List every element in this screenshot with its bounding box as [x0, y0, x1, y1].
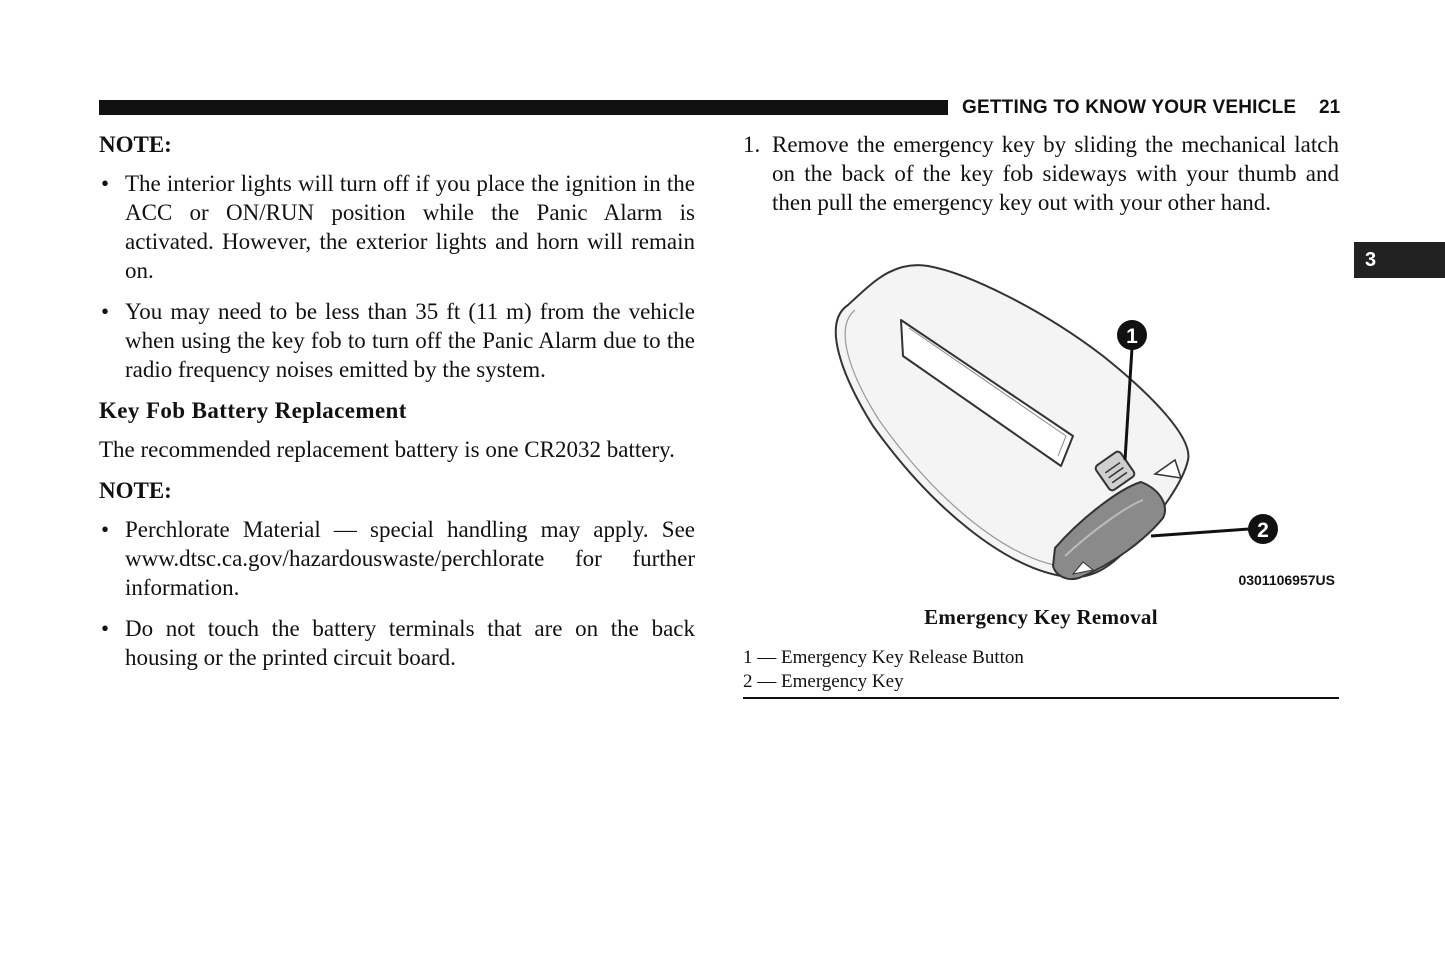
bullet-icon: •	[101, 299, 110, 324]
figure-caption: Emergency Key Removal	[924, 605, 1158, 629]
running-header-title: GETTING TO KNOW YOUR VEHICLE	[962, 97, 1297, 118]
steps-list	[743, 130, 1339, 217]
callout-2-label: 2	[1257, 519, 1269, 542]
legend-item: 2 — Emergency Key	[743, 671, 904, 692]
list-item-text: The interior lights will turn off if you place the ignition in the ACC or ON/RUN position while the Panic Alarm is activated. However, the exterior lights and horn will remain on.	[125, 171, 695, 283]
bullet-icon: •	[101, 616, 110, 641]
callout-1-label: 1	[1126, 325, 1138, 348]
list-item	[99, 297, 695, 384]
step-text: Remove the emergency key by sliding the mechanical latch on the back of the key fob sideways with your thumb and then pull the emergency key out with your other hand.	[772, 132, 1339, 215]
bullet-icon: •	[101, 517, 110, 542]
note-label: NOTE:	[99, 478, 172, 503]
list-item	[99, 515, 695, 602]
section-heading: Key Fob Battery Replacement	[99, 398, 407, 423]
note-bullet-list	[99, 169, 695, 384]
note-label: NOTE:	[99, 132, 172, 157]
header-rule	[99, 100, 948, 115]
legend-rule	[743, 697, 1339, 699]
figure-image-code: 0301106957US	[1238, 572, 1335, 588]
note-bullet-list	[99, 515, 695, 672]
list-item-text: Perchlorate Material — special handling may apply. See www.dtsc.ca.gov/hazardouswaste/perchlorate for further information.	[125, 517, 695, 600]
chapter-tab: 3	[1354, 242, 1445, 278]
list-item	[99, 169, 695, 285]
key-fob-illustration	[743, 248, 1339, 598]
bullet-icon: •	[101, 171, 110, 196]
list-item	[99, 614, 695, 672]
section-paragraph: The recommended replacement battery is one CR2032 battery.	[99, 437, 675, 462]
step-number: 1.	[743, 132, 761, 157]
legend-item: 1 — Emergency Key Release Button	[743, 647, 1024, 668]
left-column	[99, 130, 695, 684]
callout-2-leader	[1151, 529, 1249, 536]
figure-legend	[743, 646, 1339, 694]
page-number: 21	[1319, 97, 1341, 118]
right-column	[743, 130, 1339, 217]
step-item	[743, 130, 1339, 217]
list-item-text: Do not touch the battery terminals that are on the back housing or the printed circuit board.	[125, 616, 695, 670]
list-item-text: You may need to be less than 35 ft (11 m) from the vehicle when using the key fob to turn off the Panic Alarm due to the radio frequency noises emitted by the system.	[125, 299, 695, 382]
